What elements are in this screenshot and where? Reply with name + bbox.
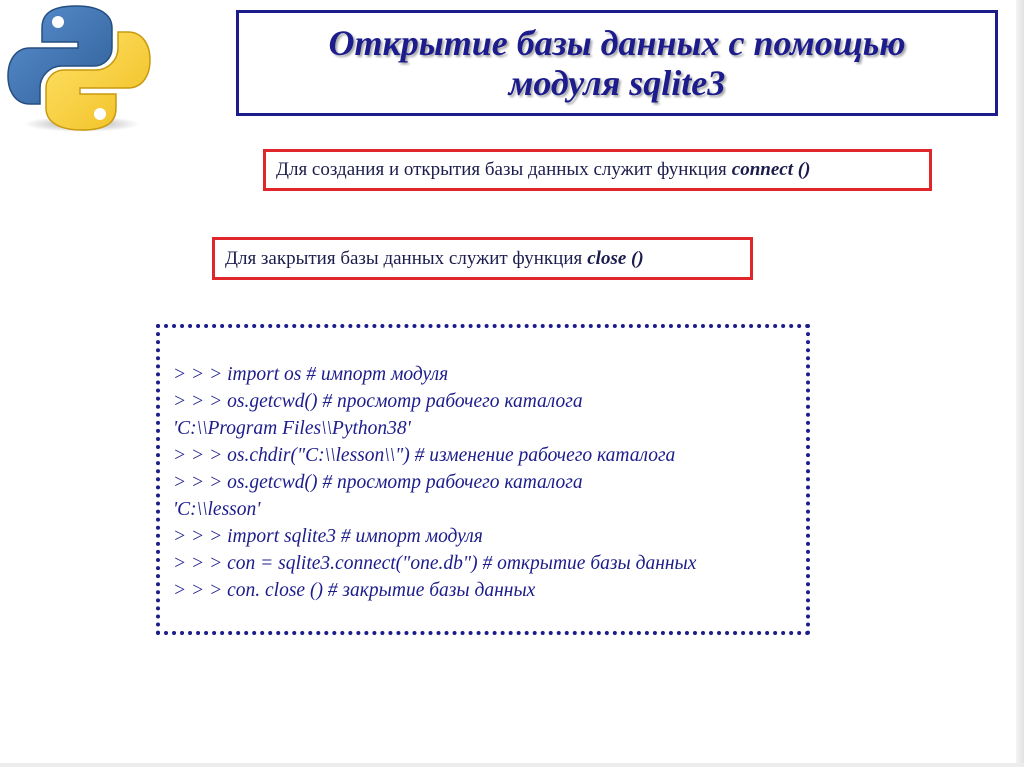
slide-title [236, 10, 998, 116]
title-line-1: Открытие базы данных с помощью [328, 23, 906, 63]
code-line: 'C:\\lesson' [173, 499, 261, 520]
code-line: > > > os.getcwd() # просмотр рабочего каталога [173, 391, 583, 412]
code-line: > > > import os # импорт модуля [173, 364, 449, 385]
page-edge-right [1016, 0, 1024, 767]
close-note [212, 237, 753, 280]
code-line: 'C:\\Program Files\\Python38' [173, 418, 411, 439]
close-note-text: Для закрытия базы данных служит функция [225, 247, 583, 269]
connect-note-text: Для создания и открытия базы данных служит функция [276, 159, 727, 180]
code-line: > > > con. close () # закрытие базы данных [173, 580, 536, 601]
title-line-2: модуля sqlite3 [508, 63, 726, 103]
page-edge-bottom [0, 763, 1024, 767]
code-line: > > > con = sqlite3.connect("one.db") # открытие базы данных [173, 553, 697, 574]
code-example [156, 324, 810, 635]
connect-note [263, 149, 932, 191]
python-logo-icon [6, 2, 152, 134]
close-function-name: close () [587, 247, 644, 269]
code-line: > > > os.chdir("C:\\lesson\\") # изменение рабочего каталога [173, 445, 676, 466]
connect-function-name: connect () [731, 159, 811, 180]
code-line: > > > os.getcwd() # просмотр рабочего каталога [173, 472, 583, 493]
code-line: > > > import sqlite3 # импорт модуля [173, 526, 483, 547]
